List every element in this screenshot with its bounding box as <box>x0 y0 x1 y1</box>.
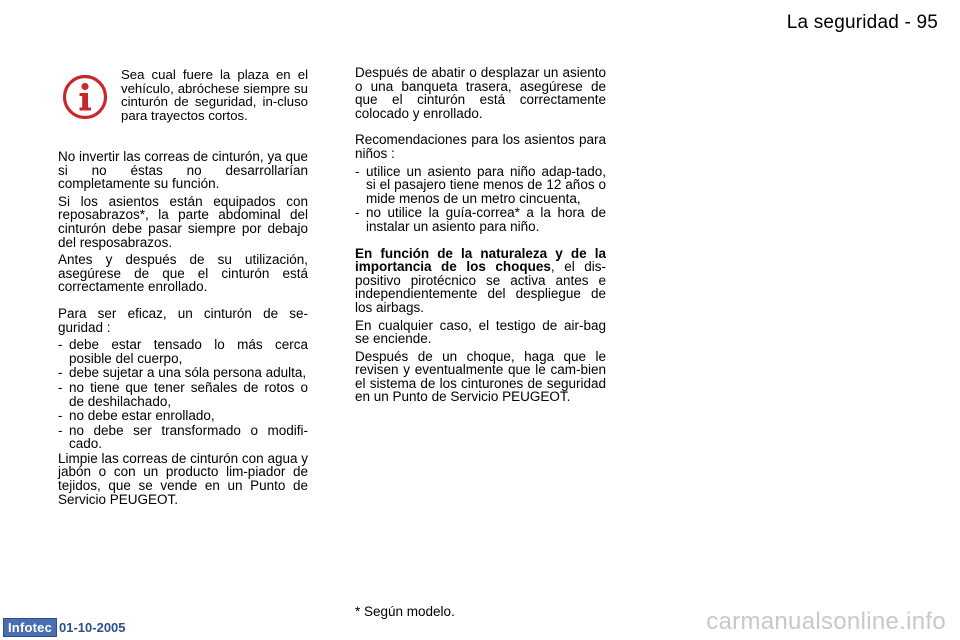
list-item: - debe estar tensado lo más cerca posible del cuerpo, <box>58 338 308 365</box>
brand-logo: Infotec <box>3 618 57 637</box>
list-item: - no tiene que tener señales de rotos o de deshilachado, <box>58 381 308 408</box>
paragraph: Si los asientos están equipados con reposabrazos*, la parte abdominal del cinturón debe pasar siempre por debajo del resposabrazos. <box>58 193 308 250</box>
list-item: - debe sujetar a una sóla persona adulta, <box>58 366 308 380</box>
list-item: - utilice un asiento para niño adap-tado, si el pasajero tiene menos de 12 años o mide menos de un metro cincuenta, <box>355 165 606 206</box>
paragraph: Después de un choque, haga que le revisen y eventualmente que le cam-bien el sistema de los cinturones de seguridad en un Punto de Servicio PEUGEOT. <box>355 348 606 405</box>
child-seat-list <box>355 165 606 234</box>
paragraph: No invertir las correas de cinturón, ya que si no éstas no desarrollarían completamente su función. <box>58 149 308 192</box>
safety-note <box>62 68 308 124</box>
paragraph: Limpie las correas de cinturón con agua y jabón o con un producto lim-piador de tejidos, que se vende en un Punto de Servicio PEUGEOT. <box>58 450 308 507</box>
footnote: * Según modelo. <box>355 604 455 619</box>
paragraph <box>355 247 606 315</box>
note-text: Sea cual fuere la plaza en el vehículo, abróchese siempre su cinturón de seguridad, in-cluso para trayectos cortos. <box>121 67 308 123</box>
belt-requirements-list <box>58 338 308 451</box>
watermark: carmanualsonline.info <box>706 608 946 635</box>
print-date: 01-10-2005 <box>59 619 126 635</box>
paragraph: En cualquier caso, el testigo de air-bag se enciende. <box>355 317 606 347</box>
paragraph: Recomendaciones para los asientos para niños : <box>355 132 606 161</box>
bold-lead: En función de la naturaleza y de la importancia de los choques <box>355 245 606 275</box>
paragraph: Después de abatir o desplazar un asiento o una banqueta trasera, asegúrese de que el cinturón está correctamente colocado y enrollado. <box>355 65 606 121</box>
right-column <box>355 66 606 408</box>
info-icon <box>62 74 108 120</box>
left-column <box>58 150 308 510</box>
list-item: - no utilice la guía-correa* a la hora de instalar un asiento para niño. <box>355 206 606 233</box>
paragraph: Para ser eficaz, un cinturón de se-guridad : <box>58 305 308 335</box>
list-item: - no debe ser transformado o modifi-cado. <box>58 424 308 451</box>
paragraph: Antes y después de su utilización, asegúrese de que el cinturón está correctamente enrollado. <box>58 252 308 295</box>
paragraph-text: , el dis-positivo pirotécnico se activa antes e independientemente del despliegue de los airbags. <box>355 259 606 315</box>
footer-brand <box>3 618 126 636</box>
page-title: La seguridad - 95 <box>786 12 938 33</box>
list-item: - no debe estar enrollado, <box>58 409 308 423</box>
